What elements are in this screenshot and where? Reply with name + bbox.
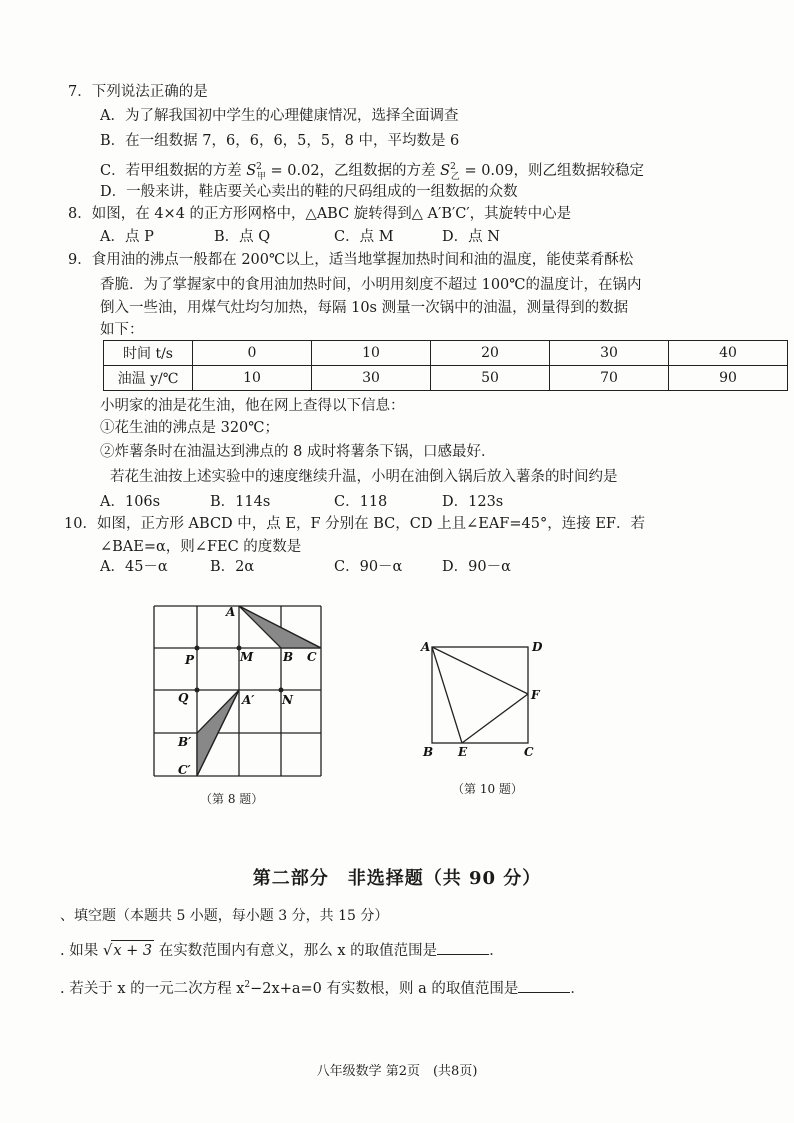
q12-sup: 2 — [244, 980, 251, 990]
q10-line2: ∠BAE=α，则∠FEC 的度数是 — [100, 539, 302, 555]
label-a: A — [421, 640, 431, 654]
q7-c-mid: = 0.02，乙组数据的方差 — [265, 162, 441, 179]
table-cell: 30 — [550, 341, 669, 366]
figure-8 — [140, 598, 340, 798]
page-footer: 八年级数学 第2页 (共8页) — [316, 1064, 478, 1079]
q8-option-b: B．点 Q — [214, 229, 271, 245]
figure-10-caption: （第 10 题） — [452, 782, 523, 796]
q11-line: . 如果 √x + 3 在实数范围内有意义，那么 x 的取值范围是 ． — [60, 941, 504, 959]
table-cell: 10 — [312, 341, 431, 366]
table-cell: 时间 t/s — [104, 341, 193, 366]
q12-pre: . 若关于 x 的一元二次方程 x — [60, 980, 245, 997]
table-cell: 70 — [550, 366, 669, 391]
fill-in-section-heading: 、填空题（本题共 5 小题，每小题 3 分，共 15 分） — [60, 908, 389, 924]
table-cell: 20 — [431, 341, 550, 366]
q8-option-d: D．点 N — [442, 229, 500, 245]
q7-option-a: A．为了解我国初中学生的心理健康情况，选择全面调查 — [100, 108, 459, 124]
label-b1: B′ — [178, 735, 192, 749]
label-b: B — [423, 745, 434, 759]
table-cell: 10 — [193, 366, 312, 391]
q10-option-d: D．90－α — [442, 559, 511, 575]
q7-option-c: C．若甲组数据的方差 $S^2_甲 = 0.02$，乙组数据的方差 $S^2_乙 = 0.09$，则乙组数据较稳定 — [100, 162, 644, 182]
table-cell: 90 — [669, 366, 788, 391]
label-a1: A′ — [242, 693, 255, 707]
label-n: N — [282, 693, 293, 707]
q12-line — [60, 975, 585, 999]
q12-answer-blank[interactable] — [518, 978, 570, 993]
label-c: C — [307, 650, 317, 664]
q11-end: ． — [489, 943, 504, 959]
q12-end: ． — [570, 980, 585, 997]
label-e: E — [458, 745, 468, 759]
q7-c-s1: S — [246, 162, 257, 179]
table-cell: 40 — [669, 341, 788, 366]
q11-pre: . 如果 — [60, 943, 99, 959]
table-cell: 油温 y/℃ — [104, 366, 193, 391]
q9-info0: 小明家的油是花生油，他在网上查得以下信息： — [100, 398, 405, 414]
q7-option-b: B．在一组数据 7，6，6，6，5，5，8 中，平均数是 6 — [100, 133, 460, 149]
q9-info2: ②炸薯条时在油温达到沸点的 8 成时将薯条下锅，口感最好． — [100, 444, 496, 460]
label-p: P — [185, 653, 195, 667]
label-m: M — [240, 650, 254, 664]
q9-line2: 香脆．为了掌握家中的食用油加热时间，小明用刻度不超过 100℃的温度计，在锅内 — [100, 277, 642, 293]
q9-line3: 倒入一些油，用煤气灶均匀加热，每隔 10s 测量一次锅中的油温，测量得到的数据 — [100, 300, 629, 316]
part-2-title: 第二部分 非选择题（共 90 分） — [252, 868, 542, 889]
q11-post: 在实数范围内有意义，那么 x 的取值范围是 — [158, 943, 438, 959]
q9-option-b: B．114s — [210, 494, 271, 510]
q10-option-c: C．90－α — [334, 559, 403, 575]
q10-line1: 10．如图，正方形 ABCD 中，点 E，F 分别在 BC，CD 上且∠EAF=45°，连接 EF．若 — [64, 516, 645, 532]
q9-option-d: D．123s — [442, 494, 504, 510]
q7-c-sub1: 甲 — [256, 171, 266, 182]
q9-info1: ①花生油的沸点是 320℃； — [100, 420, 280, 436]
label-c: C — [524, 745, 534, 759]
label-c1: C′ — [178, 763, 191, 777]
q8-option-a: A．点 P — [100, 229, 154, 245]
q7-stem: 7．下列说法正确的是 — [68, 84, 208, 100]
q8-option-c: C．点 M — [334, 229, 394, 245]
q9-line4: 如下： — [100, 322, 144, 338]
q10-option-a: A．45－α — [100, 559, 168, 575]
q7-c-pre: C．若甲组数据的方差 — [100, 162, 247, 179]
label-a: A — [226, 605, 236, 619]
q7-option-d: D．一般来讲，鞋店要关心卖出的鞋的尺码组成的一组数据的众数 — [100, 184, 518, 200]
q11-answer-blank[interactable] — [437, 940, 489, 955]
table-row — [104, 341, 788, 366]
q12-post: −2x+a=0 有实数根，则 a 的取值范围是 — [250, 980, 519, 997]
q9-data-table — [103, 340, 788, 391]
q9-ask: 若花生油按上述实验中的速度继续升温，小明在油倒入锅后放入薯条的时间约是 — [110, 469, 618, 485]
table-row — [104, 366, 788, 391]
q9-option-a: A．106s — [100, 494, 161, 510]
figure-8-caption: （第 8 题） — [200, 792, 264, 806]
q7-c-s2: S — [440, 162, 451, 179]
table-cell: 0 — [193, 341, 312, 366]
q8-stem: 8．如图，在 4×4 的正方形网格中，△ABC 旋转得到△ A′B′C′，其旋转中心是 — [68, 206, 572, 222]
q10-option-b: B．2α — [210, 559, 255, 575]
label-d: D — [532, 640, 543, 654]
table-cell: 50 — [431, 366, 550, 391]
label-b: B — [283, 650, 294, 664]
q7-c-sub2: 乙 — [450, 171, 460, 182]
table-cell: 30 — [312, 366, 431, 391]
q7-c-post: = 0.09，则乙组数据较稳定 — [459, 162, 644, 179]
label-f: F — [531, 688, 540, 702]
q11-radicand: x + 3 — [111, 940, 154, 961]
label-q: Q — [178, 691, 189, 705]
figure-10 — [418, 636, 558, 760]
q9-option-c: C．118 — [334, 494, 388, 510]
q9-line1: 9．食用油的沸点一般都在 200℃以上，适当地掌握加热时间和油的温度，能使菜肴酥松 — [68, 252, 634, 268]
